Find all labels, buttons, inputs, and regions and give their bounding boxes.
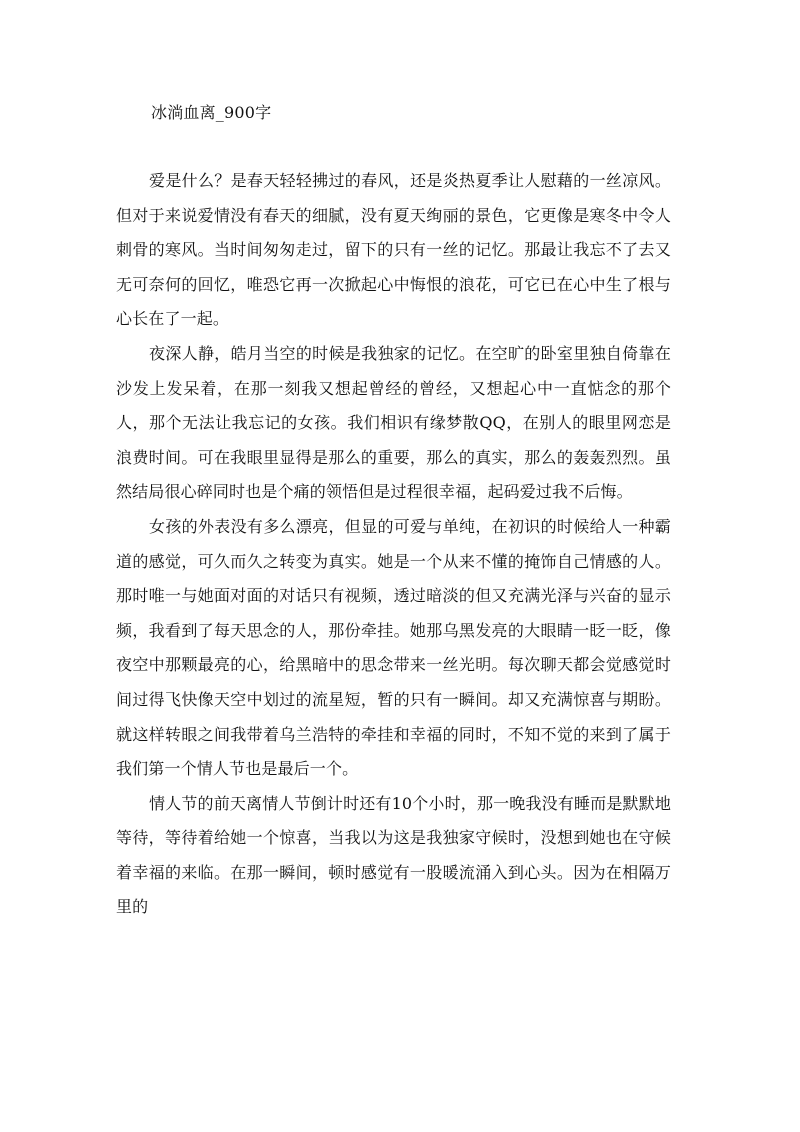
paragraph: 爱是什么？是春天轻轻拂过的春风，还是炎热夏季让人慰藉的一丝凉风。但对于来说爱情没有春天的细腻，没有夏天绚丽的景色，它更像是寒冬中令人刺骨的寒风。当时间匆匆走过，留下的只有一丝的记忆。那最让我忘不了去又无可奈何的回忆，唯恐它再一次掀起心中悔恨的浪花，可它已在心中生了根与心长在了一起。 xyxy=(116,171,671,329)
paragraph: 女孩的外表没有多么漂亮，但显的可爱与单纯，在初识的时候给人一种霸道的感觉，可久而久之转变为真实。她是一个从来不懂的掩饰自己情感的人。那时唯一与她面对面的对话只有视频，透过暗淡的但又充满光泽与兴奋的显示频，我看到了每天思念的人，那份牵挂。她那乌黑发亮的大眼睛一眨一眨，像夜空中那颗最亮的心，给黑暗中的思念带来一丝光明。每次聊天都会觉感觉时间过得飞快像天空中划过的流星短，暂的只有一瞬间。却又充满惊喜与期盼。就这样转眼之间我带着乌兰浩特的牵挂和幸福的同时，不知不觉的来到了属于我们第一个情人节也是最后一个。 xyxy=(116,516,671,779)
document-body xyxy=(116,164,671,925)
paragraph: 夜深人静，皓月当空的时候是我独家的记忆。在空旷的卧室里独自倚靠在沙发上发呆着，在那一刻我又想起曾经的曾经，又想起心中一直惦念的那个人，那个无法让我忘记的女孩。我们相识有缘梦散QQ，在别人的眼里网恋是浪费时间。可在我眼里显得是那么的重要，那么的真实，那么的轰轰烈烈。虽然结局很心碎同时也是个痛的领悟但是过程很幸福，起码爱过我不后悔。 xyxy=(116,343,671,502)
paragraph: 情人节的前天离情人节倒计时还有10个小时，那一晚我没有睡而是默默地等待，等待着给她一个惊喜，当我以为这是我独家守候时，没想到她也在守候着幸福的来临。在那一瞬间，顿时感觉有一股暖流涌入到心头。因为在相隔万里的 xyxy=(116,793,671,917)
document-title: 冰淌血离_900字 xyxy=(151,103,272,122)
